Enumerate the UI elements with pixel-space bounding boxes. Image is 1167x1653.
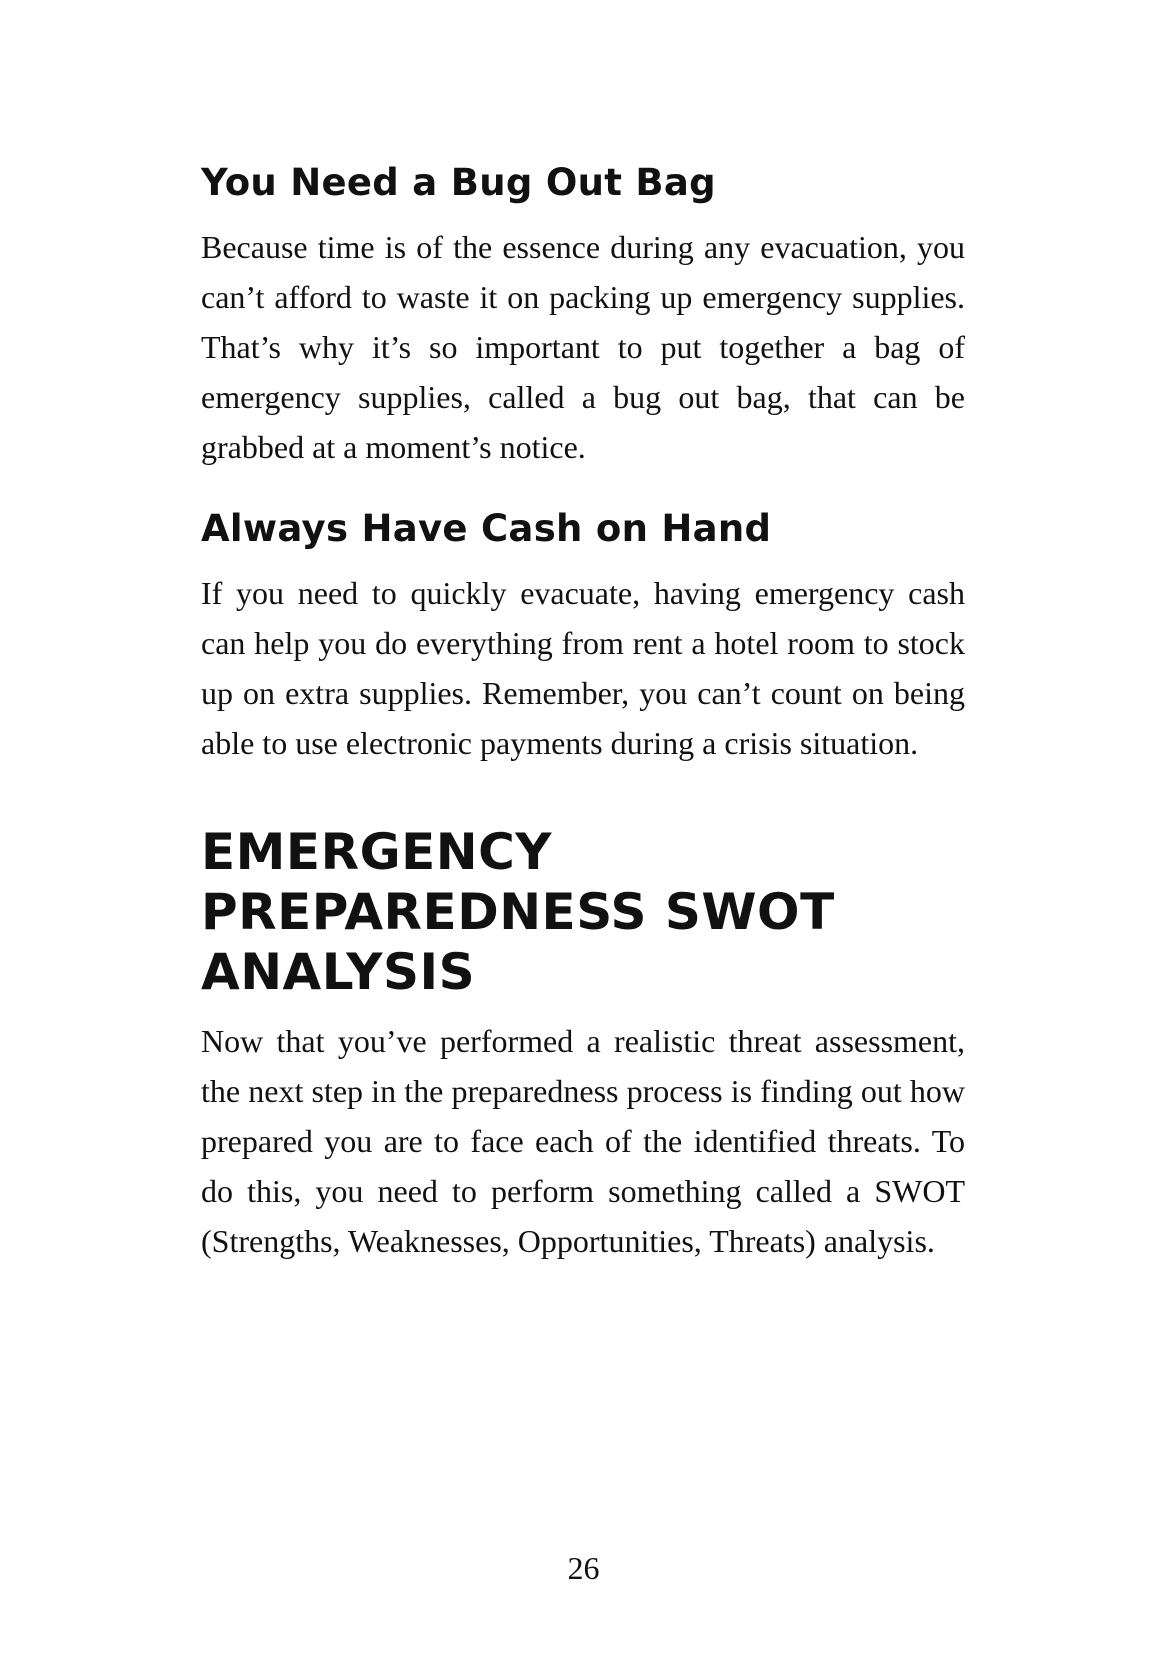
chapter-intro-paragraph: Now that you’ve performed a realistic threat assessment, the next step in the preparedness process is finding out how prepared you are to face each of the identified threats. To do this, you need to perform something called a SWOT (Strengths, Weaknesses, Opportunities, Threats) analysis. bbox=[201, 1023, 965, 1259]
chapter-title-line-3: ANALYSIS bbox=[201, 943, 476, 1001]
section-body-bug-out-bag: Because time is of the essence during any evacuation, you can’t afford to waste it on packing up emergency supplies. That’s why it’s so important to put together a bag of emergency supplies, called a bug out bag, that can be grabbed at a moment’s notice. bbox=[201, 229, 965, 465]
spacer bbox=[201, 472, 965, 506]
chapter-title-line-1: EMERGENCY bbox=[201, 823, 553, 881]
section-heading-bug-out-bag: You Need a Bug Out Bag bbox=[201, 161, 716, 204]
page-content bbox=[201, 160, 965, 1266]
section-heading-cash-on-hand: Always Have Cash on Hand bbox=[201, 507, 772, 550]
chapter-title bbox=[201, 822, 965, 1002]
section-body-cash-on-hand: If you need to quickly evacuate, having emergency cash can help you do everything from rent a hotel room to stock up on extra supplies. Remember, you can’t count on being able to use electronic payments during a crisis situation. bbox=[201, 575, 965, 761]
chapter-title-line-2: PREPAREDNESS SWOT bbox=[201, 883, 835, 941]
spacer bbox=[201, 768, 965, 822]
page-number: 26 bbox=[567, 1550, 600, 1586]
